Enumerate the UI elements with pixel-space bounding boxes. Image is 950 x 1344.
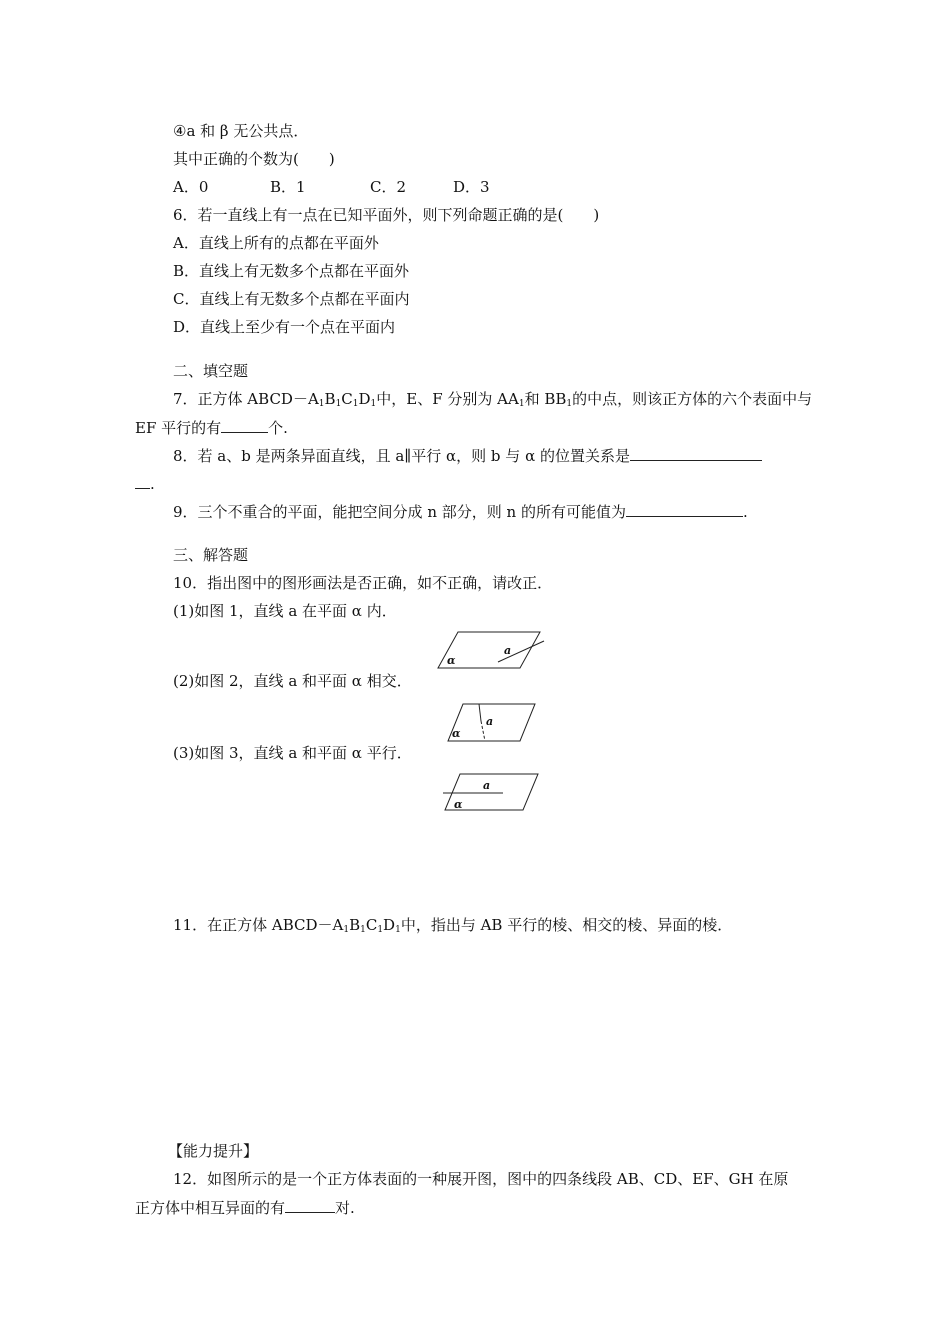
q10-item2: (2)如图 2，直线 a 和平面 α 相交．	[173, 672, 412, 690]
section-fill-blank-title: 二、填空题	[173, 362, 249, 380]
q12-line2: 正方体中相互异面的有 对.	[135, 1199, 355, 1217]
plane-label-alpha: α	[452, 727, 461, 740]
q5-option-c: C．2	[370, 178, 407, 196]
q11-line: 11．在正方体 $ABCD-A_1B_1C_1D_1$中，指出与 AB 平行的棱、相交的棱、异面的棱．	[173, 916, 733, 935]
q9-line: 9．三个不重合的平面，能把空间分成 n 部分，则 n 的所有可能值为 .	[173, 503, 748, 521]
q12-line1: 12．如图所示的是一个正方体表面的一种展开图，图中的四条线段 AB、CD、EF、GH 在原	[173, 1170, 789, 1188]
q7-answer-blank[interactable]	[221, 417, 268, 433]
q7-line1: 7．正方体 $ABCD-A_1B_1C_1D_1$中，E、F 分别为 $AA_1$和 $BB_1$的中点，则该正方体的六个表面中与	[173, 390, 813, 409]
q5-option-b: B．1	[270, 178, 306, 196]
plane-label-alpha: α	[447, 654, 456, 667]
q6-stem: 6．若一直线上有一点在已知平面外，则下列命题正确的是( )	[173, 206, 600, 224]
q8-line2: .	[135, 473, 155, 494]
line-a-visible	[479, 704, 481, 721]
q10-item1: (1)如图 1，直线 a 在平面 α 内．	[173, 602, 397, 620]
q6-option-a: A．直线上所有的点都在平面外	[173, 234, 379, 252]
q6-option-b: B．直线上有无数多个点都在平面外	[173, 262, 410, 280]
q7-line2: EF 平行的有 个.	[135, 419, 288, 437]
q5-item4: ④a 和 β 无公共点．	[173, 122, 309, 140]
q9-answer-blank[interactable]	[626, 501, 743, 517]
plane-label-alpha: α	[454, 798, 463, 811]
q6-option-d: D．直线上至少有一个点在平面内	[173, 318, 396, 336]
section-answer-title: 三、解答题	[173, 546, 249, 564]
section-advanced-title: 【能力提升】	[168, 1142, 259, 1160]
q5-option-a: A．0	[173, 178, 209, 196]
q8-answer-blank-cont[interactable]	[135, 473, 150, 489]
q5-option-d: D．3	[453, 178, 490, 196]
q8-answer-blank[interactable]	[630, 445, 762, 461]
line-label-a: a	[486, 715, 494, 728]
q12-answer-blank[interactable]	[285, 1197, 335, 1213]
q6-option-c: C．直线上有无数多个点都在平面内	[173, 290, 410, 308]
figure-2-diagram	[445, 703, 540, 743]
q10-stem: 10．指出图中的图形画法是否正确，如不正确，请改正．	[173, 574, 553, 592]
q10-item3: (3)如图 3，直线 a 和平面 α 平行．	[173, 744, 412, 762]
q5-stem: 其中正确的个数为( )	[173, 150, 335, 168]
figure-3-diagram	[443, 773, 541, 813]
line-label-a: a	[483, 779, 491, 792]
line-a-hidden	[481, 721, 485, 741]
line-label-a: a	[504, 644, 512, 657]
q8-line1: 8．若 a、b 是两条异面直线，且 a∥平行 α，则 b 与 α 的位置关系是	[173, 445, 762, 466]
q5-options	[173, 177, 490, 197]
figure-1-diagram	[438, 630, 548, 672]
